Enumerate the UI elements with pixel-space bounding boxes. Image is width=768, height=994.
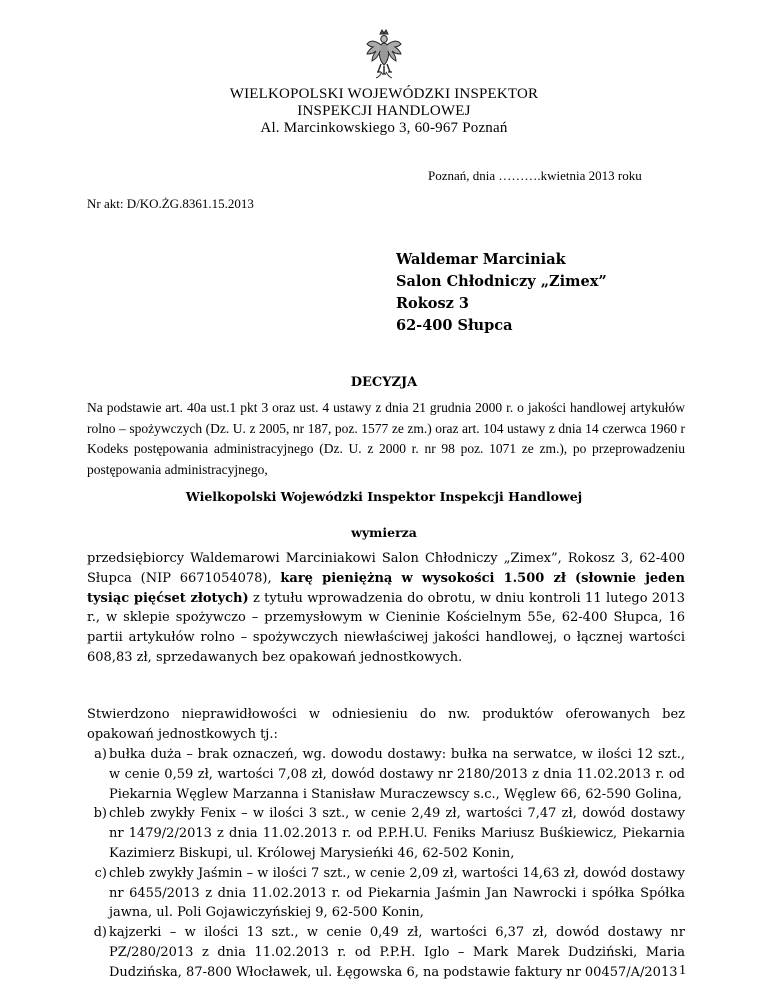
legal-basis-paragraph: Na podstawie art. 40a ust.1 pkt 3 oraz ust. 4 ustawy z dnia 21 grudnia 2000 r. o jakości handlowej artykułów rolno – spożywczych (Dz. U. z 2005, nr 187, poz. 1577 ze zm.) oraz art. 104 ustawy z dnia 14 czerwca 1960 r Kodeks postępowania administracyjnego (Dz. U. z 2000 r. nr 98 poz. 1071 ze zm.), po przeprowadzeniu postępowania administracyjnego, bbox=[87, 400, 685, 477]
list-item bbox=[87, 923, 685, 982]
list-item-label: c) bbox=[94, 865, 107, 881]
list-item-text: chleb zwykły Fenix – w ilości 3 szt., w cenie 2,49 zł, wartości 7,47 zł, dowód dostawy nr 1479/2/2013 z dnia 11.02.2013 r. od P.P.H.U. Feniks Mariusz Buśkiewicz, Piekarnia Kazimierz Biskupi, ul. Królowej Marysieńki 46, 62-502 Konin, bbox=[109, 806, 685, 861]
list-item-text: kajzerki – w ilości 13 szt., w cenie 0,49 zł, wartości 6,37 zł, dowód dostawy nr PZ/280/2013 z dnia 11.02.2013 r. od P.P.H. Iglo – Mark Marek Dudziński, Maria Dudzińska, 87-800 Włocławek, ul. Łęgowska 6, na podstawie faktury nr 00457/A/2013 bbox=[109, 925, 685, 980]
findings-list bbox=[87, 745, 685, 983]
authority-heading: Wielkopolski Wojewódzki Inspektor Inspekcji Handlowej bbox=[185, 489, 583, 504]
institution-name: WIELKOPOLSKI WOJEWÓDZKI INSPEKTOR bbox=[229, 86, 539, 102]
decision-text-start: przedsiębiorcy Waldemarowi Marciniakowi Salon Chłodniczy „Zimex”, Rokosz 3, 62-400 Słupca (NIP 6671054078), bbox=[87, 551, 685, 586]
list-item-text: bułka duża – brak oznaczeń, wg. dowodu dostawy: bułka na serwatce, w ilości 12 szt., w cenie 0,59 zł, wartości 7,08 zł, dowód dostawy nr 2180/2013 z dnia 11.02.2013 r. od Piekarnia Węglew Marzanna i Stanisław Muraczewscy s.c., Węglew 66, 62-590 Golina, bbox=[109, 747, 685, 802]
list-item bbox=[87, 804, 685, 863]
addressee-company: Salon Chłodniczy „Zimex” bbox=[396, 273, 607, 290]
document-title: DECYZJA bbox=[350, 375, 418, 390]
institution-address: Al. Marcinkowskiego 3, 60-967 Poznań bbox=[260, 120, 508, 136]
addressee-street: Rokosz 3 bbox=[396, 295, 469, 312]
institution-subname: INSPEKCJI HANDLOWEJ bbox=[297, 103, 471, 119]
list-item-label: d) bbox=[93, 925, 107, 941]
decision-paragraph bbox=[87, 549, 685, 668]
eagle-emblem-icon bbox=[365, 28, 403, 80]
date-line: Poznań, dnia ……….kwietnia 2013 roku bbox=[428, 168, 642, 183]
list-item-label: a) bbox=[94, 747, 107, 762]
decision-verb: wymierza bbox=[351, 525, 417, 540]
list-item bbox=[87, 745, 685, 804]
addressee-name: Waldemar Marciniak bbox=[396, 251, 566, 268]
list-item-text: chleb zwykły Jaśmin – w ilości 7 szt., w cenie 2,09 zł, wartości 14,63 zł, dowód dostawy nr 6455/2013 z dnia 11.02.2013 r. od Piekarnia Jaśmin Jan Nawrocki i spółka Spółka jawna, ul. Poli Gojawiczyńskiej 9, 62-500 Konin, bbox=[109, 865, 685, 921]
list-item-label: b) bbox=[93, 806, 107, 822]
list-item bbox=[87, 864, 685, 923]
penalty-amount: karę pieniężną w wysokości 1.500 zł (słownie jeden tysiąc pięćset złotych) bbox=[87, 570, 685, 606]
page-number: 1 bbox=[679, 963, 686, 978]
findings-intro: Stwierdzono nieprawidłowości w odniesieniu do nw. produktów oferowanych bez opakowań jednostkowych tj.: bbox=[87, 707, 685, 742]
act-number: Nr akt: D/KO.ŻG.8361.15.2013 bbox=[87, 196, 254, 211]
decision-text-end: z tytułu wprowadzenia do obrotu, w dniu kontroli 11 lutego 2013 r., w sklepie spożywczo – przemysłowym w Cieninie Kościelnym 55e, 62-400 Słupca, 16 partii artykułów rolno – spożywczych niewłaściwej jakości handlowej, o łącznej wartości 608,83 zł, sprzedawanych bez opakowań jednostkowych. bbox=[87, 590, 685, 665]
addressee-city: 62-400 Słupca bbox=[396, 317, 513, 334]
